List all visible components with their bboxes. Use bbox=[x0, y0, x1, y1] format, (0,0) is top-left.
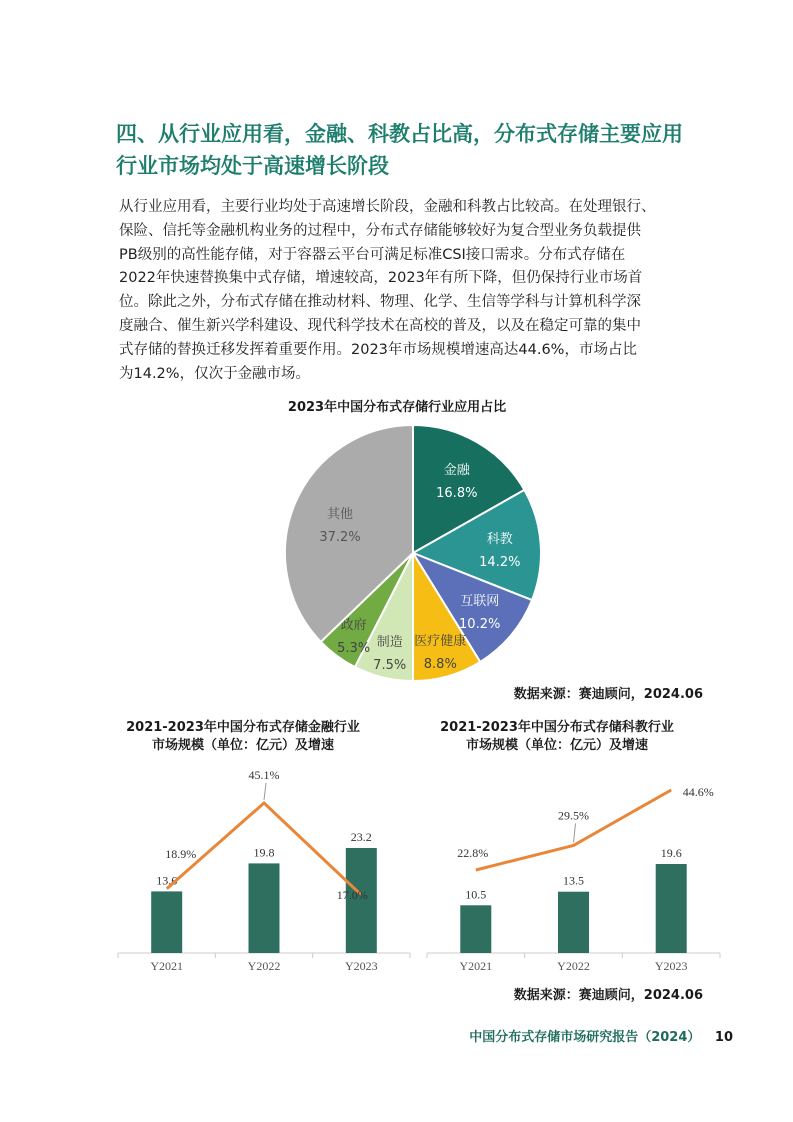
pie-slice-value: 8.8% bbox=[423, 657, 457, 672]
pie-slice-value: 16.8% bbox=[436, 485, 478, 501]
pie-chart-source: 数据来源：赛迪顾问，2024.06 bbox=[513, 687, 703, 702]
pie-slice-value: 7.5% bbox=[373, 658, 407, 674]
growth-label: 18.9% bbox=[165, 846, 197, 861]
bar-value-label: 13.6 bbox=[156, 873, 178, 888]
growth-line bbox=[476, 790, 671, 870]
science-bar-chart bbox=[427, 785, 720, 973]
bar-chart-source: 数据来源：赛迪顾问，2024.06 bbox=[513, 988, 703, 1003]
finance-chart-title-line-1: 2021-2023年中国分布式存储金融行业 bbox=[126, 720, 360, 735]
x-tick-label: Y2022 bbox=[557, 959, 590, 973]
bar bbox=[460, 905, 491, 953]
pie-slice-value: 14.2% bbox=[479, 555, 521, 570]
pie-chart bbox=[285, 425, 541, 681]
growth-label: 45.1% bbox=[248, 768, 280, 782]
paragraph-line: 式存储的替换迁移发挥着重要作用。2023年市场规模增速高达44.6%，市场占比 bbox=[119, 341, 637, 358]
paragraph-line: 位。除此之外，分布式存储在推动材料、物理、化学、生信等学科与计算机科学深 bbox=[119, 294, 641, 311]
page-number: 10 bbox=[714, 1030, 733, 1045]
pie-slice-label: 互联网 bbox=[460, 593, 500, 609]
bar-value-label: 10.5 bbox=[465, 887, 487, 902]
pie-slice-value: 5.3% bbox=[337, 641, 371, 657]
paragraph-line: 保险、信托等金融机构业务的过程中，分布式存储能够较好为复合型业务负载提供 bbox=[119, 222, 641, 239]
growth-label: 17.0% bbox=[336, 888, 368, 902]
pie-slice-value: 37.2% bbox=[319, 529, 361, 545]
x-tick-label: Y2021 bbox=[150, 959, 184, 973]
x-tick-label: Y2023 bbox=[344, 959, 378, 973]
growth-label-leader bbox=[574, 823, 576, 842]
growth-label: 22.8% bbox=[457, 846, 489, 860]
paragraph-line: 从行业应用看，主要行业均处于高速增长阶段，金融和科教占比较高。在处理银行、 bbox=[119, 199, 656, 215]
finance-bar-chart bbox=[118, 768, 410, 973]
paragraph-line: PB级别的高性能存储，对于容器云平台可满足标准CSI接口需求。分布式存储在 bbox=[119, 246, 626, 263]
page-footer bbox=[469, 1026, 733, 1045]
footer-report-title: 中国分布式存储市场研究报告（2024） bbox=[469, 1030, 701, 1045]
pie-slice-label: 医疗健康 bbox=[414, 634, 467, 649]
bar bbox=[151, 891, 182, 953]
bar-value-label: 19.6 bbox=[660, 846, 682, 860]
growth-label: 29.5% bbox=[558, 808, 589, 823]
paragraph-line: 度融合、催生新兴学科建设、现代科学技术在高校的普及，以及在稳定可靠的集中 bbox=[119, 317, 641, 334]
paragraph-line: 为14.2%，仅次于金融市场。 bbox=[119, 365, 311, 382]
finance-chart-title-line-2: 市场规模（单位：亿元）及增速 bbox=[151, 738, 335, 753]
x-tick-label: Y2022 bbox=[247, 959, 281, 973]
growth-label-leader bbox=[264, 783, 266, 800]
pie-slice-label: 科教 bbox=[486, 532, 513, 547]
growth-label: 44.6% bbox=[682, 785, 714, 799]
bar-value-label: 19.8 bbox=[253, 845, 275, 860]
pie-slice-label: 制造 bbox=[376, 635, 403, 651]
pie-chart-title: 2023年中国分布式存储行业应用占比 bbox=[287, 400, 507, 415]
pie-slice-label: 其他 bbox=[326, 506, 354, 522]
bar bbox=[656, 864, 687, 953]
bar-value-label: 23.2 bbox=[350, 830, 372, 844]
x-tick-label: Y2021 bbox=[459, 959, 493, 973]
pie-slice-label: 政府 bbox=[340, 618, 367, 634]
paragraph-line: 2022年快速替换集中式存储，增速较高，2023年有所下降，但仍保持行业市场首 bbox=[119, 270, 643, 287]
science-chart-title-line-1: 2021-2023年中国分布式存储科教行业 bbox=[440, 720, 674, 735]
bar bbox=[558, 892, 589, 953]
pie-slice-value: 10.2% bbox=[459, 616, 501, 632]
bar bbox=[249, 863, 280, 953]
section-heading-line-2: 行业市场均处于高速增长阶段 bbox=[116, 154, 389, 178]
science-chart-title-line-2: 市场规模（单位：亿元）及增速 bbox=[465, 738, 649, 753]
pie-slice-label: 金融 bbox=[443, 462, 470, 478]
bar-value-label: 13.5 bbox=[563, 873, 584, 888]
x-tick-label: Y2023 bbox=[654, 959, 688, 973]
section-heading-line-1: 四、从行业应用看，金融、科教占比高，分布式存储主要应用 bbox=[116, 122, 683, 146]
